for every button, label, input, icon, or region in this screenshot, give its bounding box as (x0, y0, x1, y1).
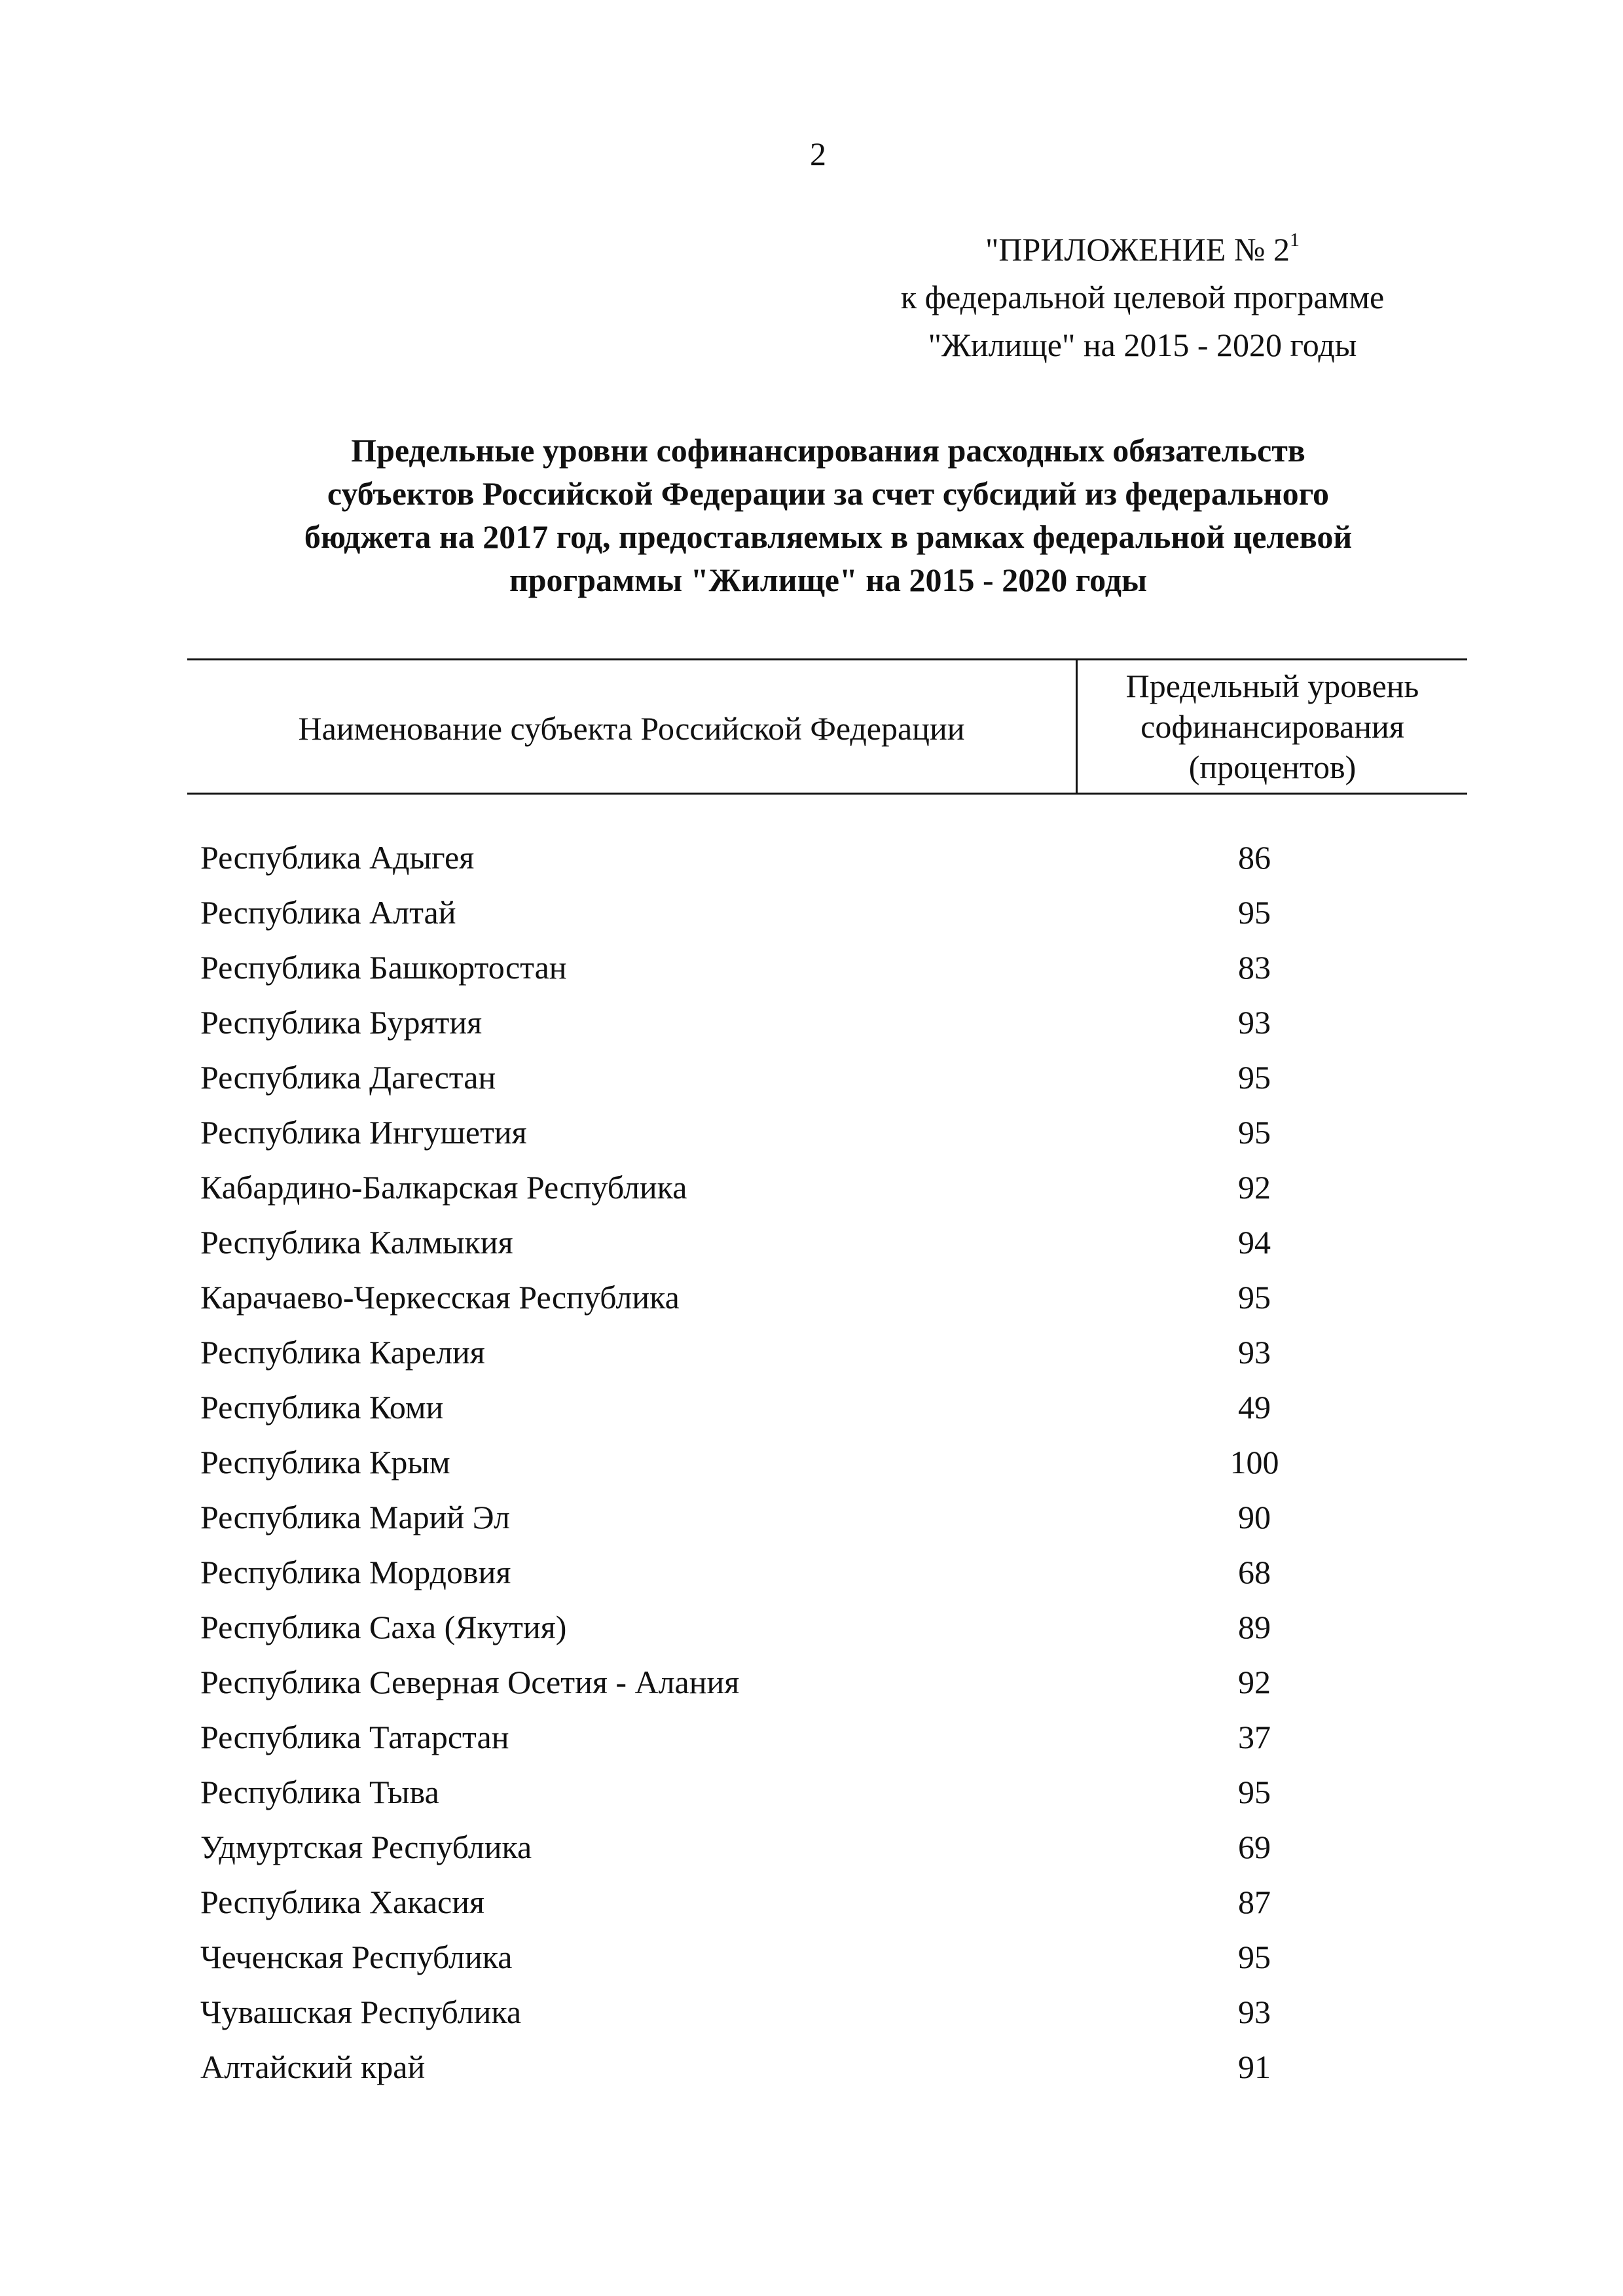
table-body (200, 830, 1467, 2094)
cofinancing-level: 49 (1238, 1389, 1271, 1426)
table-row (200, 995, 1467, 1050)
cofinancing-level: 94 (1238, 1224, 1271, 1261)
region-name: Республика Хакасия (200, 1884, 484, 1920)
cofinancing-level: 89 (1238, 1609, 1271, 1645)
cofinancing-level: 92 (1238, 1169, 1271, 1206)
cofinancing-level: 95 (1238, 1059, 1271, 1096)
appendix-superscript: 1 (1290, 229, 1300, 251)
appendix-line-2: к федеральной целевой программе (900, 279, 1385, 315)
region-name: Республика Марий Эл (200, 1499, 510, 1535)
cofinancing-level: 83 (1238, 949, 1271, 986)
region-name: Республика Северная Осетия - Алания (200, 1664, 740, 1700)
cofinancing-level: 95 (1238, 1939, 1271, 1975)
appendix-title-line (805, 226, 1480, 274)
table-row (200, 830, 1467, 885)
region-name: Республика Алтай (200, 894, 456, 931)
document-title-line: бюджета на 2017 год, предоставляемых в рамках федеральной целевой (304, 518, 1353, 555)
region-name: Республика Мордовия (200, 1554, 511, 1590)
table-row (200, 1600, 1467, 1655)
table-row (200, 1655, 1467, 1710)
table-header (187, 658, 1467, 795)
cofinancing-level: 92 (1238, 1664, 1271, 1700)
cofinancing-level: 93 (1238, 1334, 1271, 1371)
cofinancing-level: 86 (1238, 839, 1271, 876)
cofinancing-level: 95 (1238, 1774, 1271, 1810)
cofinancing-level: 90 (1238, 1499, 1271, 1535)
table-row (200, 1545, 1467, 1600)
cofinancing-level: 95 (1238, 1279, 1271, 1316)
column-header-value-line: (процентов) (1188, 749, 1357, 785)
cofinancing-level: 93 (1238, 1994, 1271, 2030)
region-name: Республика Башкортостан (200, 949, 567, 986)
region-name: Республика Коми (200, 1389, 444, 1426)
region-name: Кабардино-Балкарская Республика (200, 1169, 687, 1206)
table-row (200, 940, 1467, 995)
region-name: Республика Ингушетия (200, 1114, 527, 1151)
table-row (200, 1710, 1467, 1765)
column-header-name: Наименование субъекта Российской Федерации (187, 660, 1078, 793)
region-name: Карачаево-Черкесская Республика (200, 1279, 680, 1316)
region-name: Алтайский край (200, 2049, 426, 2085)
table-row (200, 1050, 1467, 1105)
table-row (200, 1160, 1467, 1215)
table-row (200, 1215, 1467, 1270)
cofinancing-level: 69 (1238, 1829, 1271, 1865)
table-row (200, 1820, 1467, 1874)
table-row (200, 1325, 1467, 1380)
column-header-value-line: софинансирования (1140, 708, 1404, 745)
region-name: Республика Саха (Якутия) (200, 1609, 567, 1645)
table-row (200, 1765, 1467, 1820)
region-name: Республика Адыгея (200, 839, 475, 876)
cofinancing-level: 68 (1238, 1554, 1271, 1590)
region-name: Республика Бурятия (200, 1004, 483, 1041)
cofinancing-level: 95 (1238, 1114, 1271, 1151)
column-header-value (1078, 660, 1467, 793)
table-row (200, 885, 1467, 940)
appendix-line-3: "Жилище" на 2015 - 2020 годы (928, 327, 1357, 363)
table-row (200, 1490, 1467, 1545)
cofinancing-level: 93 (1238, 1004, 1271, 1041)
cofinancing-level: 37 (1238, 1719, 1271, 1755)
document-title-line: Предельные уровни софинансирования расходных обязательств (351, 432, 1305, 469)
region-name: Республика Дагестан (200, 1059, 496, 1096)
region-name: Республика Калмыкия (200, 1224, 513, 1261)
region-name: Чеченская Республика (200, 1939, 513, 1975)
table-row (200, 1874, 1467, 1929)
table-row (200, 1435, 1467, 1490)
cofinancing-level: 87 (1238, 1884, 1271, 1920)
table-row (200, 1270, 1467, 1325)
table-row (200, 2039, 1467, 2094)
column-header-value-line: Предельный уровень (1125, 668, 1419, 704)
region-name: Республика Карелия (200, 1334, 485, 1371)
page-number: 2 (810, 135, 826, 172)
cofinancing-level: 100 (1230, 1444, 1279, 1480)
region-name: Республика Крым (200, 1444, 450, 1480)
document-title-line: программы "Жилище" на 2015 - 2020 годы (509, 562, 1148, 598)
appendix-title: "ПРИЛОЖЕНИЕ № 2 (985, 231, 1290, 268)
region-name: Республика Тыва (200, 1774, 439, 1810)
appendix-header (805, 226, 1480, 369)
table-row (200, 1380, 1467, 1435)
table-row (200, 1105, 1467, 1160)
region-name: Республика Татарстан (200, 1719, 509, 1755)
cofinancing-level: 95 (1238, 894, 1271, 931)
document-title (177, 429, 1480, 601)
document-title-line: субъектов Российской Федерации за счет субсидий из федерального (327, 475, 1330, 512)
table-row (200, 1984, 1467, 2039)
cofinancing-level: 91 (1238, 2049, 1271, 2085)
table-row (200, 1929, 1467, 1984)
region-name: Чувашская Республика (200, 1994, 522, 2030)
region-name: Удмуртская Республика (200, 1829, 532, 1865)
